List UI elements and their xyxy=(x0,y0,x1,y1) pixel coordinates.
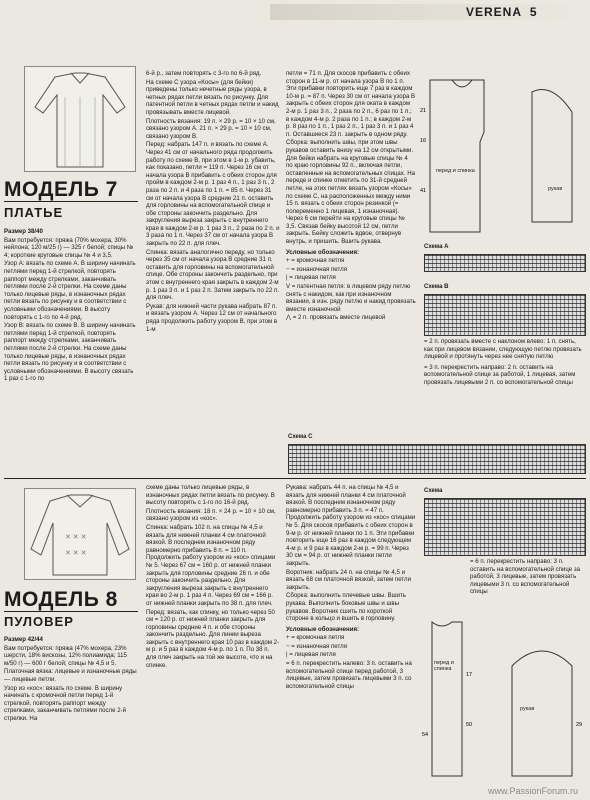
svg-text:29: 29 xyxy=(576,722,583,728)
paragraph: Узор В: вязать по схеме В. В ширину начинать петлями перед 1-й стрелкой, повторять раппорт между стрелками, заканчивать петлями после 2-й стрелки. На схеме даны только лицевые ряды, в изнаночных рядах петли вязать по рисунку и в соответствии с условными обозначениями. В высоту связать 1 раз с 1-го по xyxy=(4,322,136,383)
legend-title: Условные обозначения: xyxy=(286,625,360,633)
model8-sketch xyxy=(24,488,136,580)
model7-sketch xyxy=(24,66,136,172)
model8-title: МОДЕЛЬ 8 xyxy=(4,588,118,611)
model8-scheme-grid xyxy=(424,498,586,556)
scheme-b-grid xyxy=(424,294,586,336)
legend-item: − = изнаночная петля xyxy=(286,642,347,650)
paragraph: схеме даны только лицевые ряды, в изнаночных рядах петли вязать по рисунку. В высоту повторять с 1-го по 16-й ряд. xyxy=(146,484,275,507)
model7-subtitle: ПЛАТЬЕ xyxy=(4,205,64,220)
paragraph: Платочная вязка: лицевые и изнаночные ряды — лицевые петли. xyxy=(4,668,137,683)
svg-text:✕ ✕ ✕: ✕ ✕ ✕ xyxy=(65,534,87,541)
model8-schematic xyxy=(422,616,586,786)
brand-name: VERENA xyxy=(466,5,522,19)
watermark: www.PassionForum.ru xyxy=(488,786,579,796)
svg-text:21: 21 xyxy=(420,108,427,114)
model7-title: МОДЕЛЬ 7 xyxy=(4,178,118,201)
model8-scheme-label: Схема xyxy=(424,488,443,494)
svg-text:16: 16 xyxy=(420,138,427,144)
paragraph: Вам потребуется: пряжа (47% мохера, 23% шерсти, 18% вискозы, 12% полиамида; 115 м/50 г) — 600 г белой; спицы № 4,5 и 5. xyxy=(4,644,127,667)
model7-column-1 xyxy=(4,228,138,384)
model8-column-1 xyxy=(4,636,138,724)
model8-column-2 xyxy=(146,484,280,670)
paragraph: Узор А: вязать по схеме А. В ширину начинать петлями перед 1-й стрелкой, повторять раппорт между стрелками, заканчивать петлями после 2-й стрелки. На схеме даны только лицевые ряды, в изнаночных рядах петли вязать по рисунку и в соответствии с условными обозначениями. В высоту повторять с 1-го по 4-й ряд. xyxy=(4,260,136,321)
scheme-c-label: Схема C xyxy=(288,434,313,440)
paragraph: Перед: набрать 147 п. и вязать по схеме А. Через 41 см от начального ряда продолжить работу по схеме В, при этом в 1-м р. убавить, как показано, петли = 119 п. Через 16 см от начала узора В прибавить с обеих сторон для пройм в каждом 2-м р. 1 раз 4 п., 1 раз 3 п., 2 раза по 2 п. и 4 раза по 1 п. = 85 п. Через 31 см от начала узора В средние 21 п. оставить для горловины на вспомогательной спице и обе стороны закончить раздельно. Для закругления выреза закрыть с внутреннего края в каждом 2-м р. 1 раз 3 п., 2 раза по 2 п. и 3 раза по 1 п. Через 37 см от начала узора В закрыть по 22 п. для плеч. xyxy=(146,141,280,248)
paragraph: Воротник: набрать 24 п. на спицы № 4,5 и вязать 68 см платочной вязкой, затем петли закрыть. xyxy=(286,568,412,591)
legend-item: + = кромочная петля xyxy=(286,634,345,642)
header-brand xyxy=(466,5,538,19)
paragraph: Рукава: набрать 44 п. на спицы № 4,5 и вязать для нижней планки 4 см платочной вязкой. В последнем изнаночном ряду равномерно прибавить 3 п. = 47 п. Продолжить работу узором из «кос» спицами № 5. Для скосов прибавить с обеих сторон в 9-м р. от нижней планки по 1 п. Эти прибавки повторить еще 16 раз в каждом следующем 4-м р. и 9 раз в каждом 2-м р. = 99 п. Через 30 см = 94 р. от нижней планки петли закрыть. xyxy=(286,484,416,567)
paragraph: 6-й р., затем повторять с 3-го по 6-й ряд. xyxy=(146,70,262,77)
paragraph: На схеме С узора «Косы» (для бейки) приведены только нечетные ряды узора, в четных рядах петли вязать по рисунку. Для патентной петли в четных рядах петли и накид провязывать вместе лицевой. xyxy=(146,78,279,116)
garment-schematic-icon xyxy=(422,72,586,242)
section-divider xyxy=(4,478,586,479)
pullover-schematic-icon xyxy=(422,616,586,786)
paragraph: Спинка: вязать аналогично переду, но только через 35 см от начала узора В средние 31 п. оставить для горловины на вспомогательной спице. Обе стороны закончить раздельно, при этом с внутреннего края закрыть в каждом 2-м р. 1 раз 3 п. и 1 раз 2 п. Затем закрыть по 22 п. для плеч. xyxy=(146,248,280,302)
model7-schematic xyxy=(422,72,586,242)
legend-item: V = патентная петля: в лицевом ряду петлю снять с накидом, как при изнаночном вязании, в изн. ряду петлю и накид провязать вместе изнаночной xyxy=(286,283,416,313)
model8-column-3 xyxy=(286,484,416,691)
paragraph: Вам потребуется: пряжа (70% мохера, 30% нейлона; 120 м/25 г) — 325 г белой; спицы № 4; короткие круговые спицы № 4 и 3,5. xyxy=(4,236,134,259)
page-number: 5 xyxy=(529,5,538,19)
svg-text:✕ ✕ ✕: ✕ ✕ ✕ xyxy=(65,550,87,557)
scheme-c-grid xyxy=(288,444,586,474)
sketch-sleeve-label: рукав xyxy=(548,186,563,192)
sketch-sleeve-label: рукав xyxy=(520,706,535,712)
scheme-a-label: Схема A xyxy=(424,244,449,250)
model8-subtitle: ПУЛОВЕР xyxy=(4,614,74,629)
svg-text:41: 41 xyxy=(420,188,427,194)
symbol-note: = 2 п. провязать вместе с наклоном влево: 1 п. снять, как при лицевом вязании, следующую петлю провязать лицевой и протянуть через нее снятую петлю xyxy=(424,338,582,361)
svg-text:17: 17 xyxy=(466,672,473,678)
model7-rule xyxy=(4,201,138,202)
dress-sketch-icon xyxy=(25,67,135,171)
model8-right-notes xyxy=(470,558,586,597)
paragraph: Сборка: выполнить плечевые швы. Вшить рукава. Выполнить боковые швы и швы рукавов. Воротник сшить по короткой стороне в кольцо и вшить в горловину. xyxy=(286,592,406,623)
symbol-note: = 3 п. перекрестить направо: 2 п. оставить на вспомогательной спице за работой, 1 лицевая, затем провязать лицевыми 2 п. со вспомогательной спицы xyxy=(424,363,576,386)
svg-text:54: 54 xyxy=(422,732,429,738)
legend-item: ⋀ = 2 п. провязать вместе лицевой xyxy=(286,314,386,322)
pullover-sketch-icon xyxy=(25,489,135,579)
model7-column-3 xyxy=(286,70,416,323)
scheme-a-grid xyxy=(424,254,586,272)
header-bar xyxy=(270,4,586,20)
model7-column-2 xyxy=(146,70,280,334)
symbol-note: = 6 п. перекрестить направо: 3 п. оставить на вспомогательной спице за работой, 3 лицевые, затем провязать лицевыми 3 п. со вспомогательной спицы xyxy=(470,558,581,596)
paragraph: Сборка: выполнить швы, при этом швы рукавов оставить внизу на 12 см открытыми. Для бейки набрать на круговые спицы № 4 по краю горловины 92 п., включая петли, оставленные на вспомогательных спицах. На переде и спинке отметить по 31-й средней петле, на этих петлях вязать узором «Косы» по схеме С, на расположенных между ними 15 п. вязать с обеих сторон резинкой (= попеременно 1 лицевая, 1 изнаночная). Через 6 см перейти на круговые спицы № 3,5. Связав бейку высотой 12 см, петли закрыть. Бейку сложить вдвое, отвернув внутрь, и пришить. Вшить рукава. xyxy=(286,139,416,246)
paragraph: Перед: вязать, как спинку, но только через 50 см = 120 р. от нижней планки закрыть для горловины средние 4 п. и обе стороны закончить раздельно. Для линии выреза закрыть с внутреннего края 10 раз в каждом 2-м р. и 5 раз в каждом 4-м р. по 1 п. По 38 п. для плеч закрыть на той же высоте, что и на спинке. xyxy=(146,608,280,669)
paragraph: Узор из «кос»: вязать по схеме. В ширину начинать с кромочной петли перед 1-й стрелкой, повторять раппорт между стрелками, заканчивать петлями после 2-й стрелки. На xyxy=(4,684,127,722)
svg-text:50: 50 xyxy=(466,722,473,728)
sketch-front-label: перед и спинка xyxy=(436,168,475,174)
paragraph: петли = 71 п. Для скосов прибавить с обеих сторон в 11-м р. от начала узора В по 1 п. Эти прибавки повторить еще 7 раз в каждом 10-м р. = 87 п. Через 30 см от начала узора В закрыть с обеих сторон для оката в каждом 2-м р. 1 раз 3 п., 2 раза по 2 п., 6 раз по 1 п.; в каждом 4-м р. 2 раза по 1 п.; в каждом 2-м р. 8 раз по 1 п., 1 раз 2 п., 1 раз 3 п. и 1 раз 4 п. Оставшиеся 23 п. закрыть в одном ряду. xyxy=(286,70,416,138)
legend-item: | = лицевая петля xyxy=(286,274,336,282)
model8-size: Размер 42/44 xyxy=(4,636,43,643)
paragraph: Плотность вязания: 18 п. × 24 р. = 10 × 10 см, связано узором из «кос». xyxy=(146,507,276,523)
sketch-front-label: перед и спинка xyxy=(434,660,454,672)
legend-item: = 6 п. перекрестить налево: 3 п. оставить на вспомогательной спице перед работой, 3 лицевые, затем провязать лицевыми 3 п. со вспомогательной спицы xyxy=(286,660,412,690)
scheme-b-label: Схема B xyxy=(424,284,449,290)
legend-item: + = кромочная петля xyxy=(286,257,345,265)
model8-rule xyxy=(4,611,138,612)
model7-size: Размер 38/40 xyxy=(4,228,43,235)
legend-title: Условные обозначения: xyxy=(286,248,360,256)
paragraph: Плотность вязания: 19 п. × 29 р. = 10 × 10 см, связано узором А. 21 п. × 29 р. = 10 × 10 см, связано узором В. xyxy=(146,117,276,140)
paragraph: Спинка: набрать 102 п. на спицы № 4,5 и вязать для нижней планки 4 см платочной вязкой. В последнем изнаночном ряду равномерно прибавить 8 п. = 110 п. Продолжить работу узором из «кос» спицами № 5. Через 67 см = 160 р. от нижней планки закрыть для горловины средние 26 п. и обе стороны закончить раздельно. Для закругления выреза закрыть с внутреннего края во 2-м р. 1 раз 4 п. Через 69 см = 166 р. от нижней планки закрыть по 38 п. для плеч. xyxy=(146,523,276,607)
legend-item: | = лицевая петля xyxy=(286,651,336,659)
legend-item: − = изнаночная петля xyxy=(286,265,347,273)
model7-right-notes xyxy=(424,338,586,388)
paragraph: Рукав: для нижней части рукава набрать 87 п. и вязать узором А. Через 12 см от начального ряда продолжить работу узором В, при этом в 1-м xyxy=(146,302,278,333)
